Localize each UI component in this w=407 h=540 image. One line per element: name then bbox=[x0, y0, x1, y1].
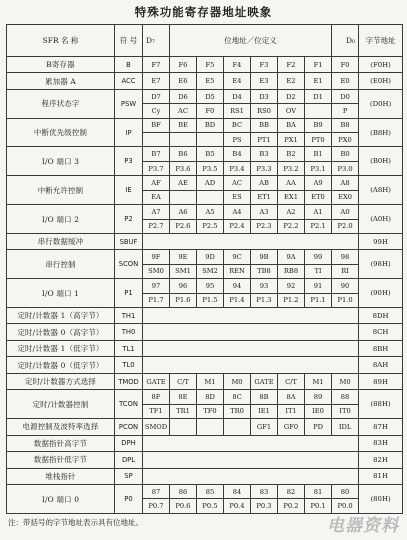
bit-definition: P1.5 bbox=[197, 293, 224, 307]
register-symbol: DPL bbox=[115, 452, 143, 468]
sfr-row bbox=[7, 390, 403, 404]
bit-definition: PT1 bbox=[251, 133, 278, 147]
bit-address: A3 bbox=[251, 205, 278, 219]
header-symbol: 符 号 bbox=[115, 25, 143, 57]
bit-definition: P2.0 bbox=[332, 219, 359, 233]
bit-address: B0 bbox=[332, 147, 359, 161]
bit-address: 8A bbox=[278, 390, 305, 404]
header-bit-range: 位地址／位定义 bbox=[170, 25, 332, 57]
bit-definition: P2.1 bbox=[305, 219, 332, 233]
bit-definition: P2.7 bbox=[143, 219, 170, 233]
register-name: 定时/计数器 0（高字节） bbox=[7, 324, 115, 340]
bit-definition: F0 bbox=[197, 104, 224, 118]
byte-address: (D0H) bbox=[359, 89, 403, 118]
byte-address: (F0H) bbox=[359, 56, 403, 72]
bit-address: D1 bbox=[305, 89, 332, 103]
bit-address: A2 bbox=[278, 205, 305, 219]
bit-definition: AC bbox=[170, 104, 197, 118]
bit-definition: P2.2 bbox=[278, 219, 305, 233]
bit-address: SMOD bbox=[143, 419, 170, 435]
bit-address: 88 bbox=[332, 390, 359, 404]
bit-definition: P1.2 bbox=[278, 293, 305, 307]
bit-address: 90 bbox=[332, 279, 359, 293]
bit-definition: TF0 bbox=[197, 404, 224, 418]
register-symbol: ACC bbox=[115, 73, 143, 89]
bit-address: 85 bbox=[197, 485, 224, 499]
bit-definition: P2.3 bbox=[251, 219, 278, 233]
bit-definition: P1.3 bbox=[251, 293, 278, 307]
bit-definition: EX1 bbox=[278, 190, 305, 204]
register-name: 中断允许控制 bbox=[7, 176, 115, 205]
sfr-row bbox=[7, 435, 403, 451]
bit-address: GATE bbox=[143, 373, 170, 389]
bit-address: A7 bbox=[143, 205, 170, 219]
sfr-row bbox=[7, 205, 403, 219]
bit-address: C/T bbox=[170, 373, 197, 389]
bit-definition: P0.5 bbox=[197, 499, 224, 514]
bit-address: 8D bbox=[197, 390, 224, 404]
bit-address: BF bbox=[143, 118, 170, 132]
bit-address: A9 bbox=[305, 176, 332, 190]
register-symbol: SP bbox=[115, 468, 143, 484]
register-symbol: TL0 bbox=[115, 357, 143, 373]
bit-address: E7 bbox=[143, 73, 170, 89]
bit-address: 87 bbox=[143, 485, 170, 499]
bit-address: F1 bbox=[305, 56, 332, 72]
byte-address: 8AH bbox=[359, 357, 403, 373]
bit-definition: P0.6 bbox=[170, 499, 197, 514]
bit-definition bbox=[170, 190, 197, 204]
bit-definition: PX0 bbox=[332, 133, 359, 147]
sfr-row bbox=[7, 324, 403, 340]
bit-definition: P0.4 bbox=[224, 499, 251, 514]
bit-address: M0 bbox=[224, 373, 251, 389]
bit-definition bbox=[197, 190, 224, 204]
bit-address: A6 bbox=[170, 205, 197, 219]
page-title: 特殊功能寄存器地址映象 bbox=[134, 5, 273, 19]
bit-address: M1 bbox=[197, 373, 224, 389]
sfr-row bbox=[7, 250, 403, 264]
bit-address: BC bbox=[224, 118, 251, 132]
byte-address: (90H) bbox=[359, 279, 403, 308]
bit-area-empty bbox=[143, 357, 359, 373]
byte-address: (80H) bbox=[359, 485, 403, 514]
bit-address: A5 bbox=[197, 205, 224, 219]
byte-address: (B0H) bbox=[359, 147, 403, 176]
bit-definition bbox=[143, 133, 170, 147]
bit-address: 84 bbox=[224, 485, 251, 499]
bit-address: PD bbox=[305, 419, 332, 435]
bit-address: F3 bbox=[251, 56, 278, 72]
bit-address: AA bbox=[278, 176, 305, 190]
bit-definition: P2.4 bbox=[224, 219, 251, 233]
bit-address: B9 bbox=[305, 118, 332, 132]
bit-definition: P3.1 bbox=[305, 161, 332, 175]
bit-address: A0 bbox=[332, 205, 359, 219]
bit-definition: EA bbox=[143, 190, 170, 204]
header-row bbox=[7, 25, 403, 57]
bit-definition: TR1 bbox=[170, 404, 197, 418]
bit-address: AC bbox=[224, 176, 251, 190]
bit-address: F6 bbox=[170, 56, 197, 72]
sfr-row bbox=[7, 340, 403, 356]
byte-address: 8BH bbox=[359, 340, 403, 356]
sfr-row bbox=[7, 56, 403, 72]
bit-definition: P1.1 bbox=[305, 293, 332, 307]
sfr-row bbox=[7, 176, 403, 190]
bit-address: A1 bbox=[305, 205, 332, 219]
sfr-row bbox=[7, 373, 403, 389]
sfr-row bbox=[7, 233, 403, 249]
bit-definition: TR0 bbox=[224, 404, 251, 418]
bit-definition: P3.6 bbox=[170, 161, 197, 175]
bit-address: D6 bbox=[170, 89, 197, 103]
byte-address: 83H bbox=[359, 435, 403, 451]
watermark-logo: 电器资料 bbox=[327, 516, 399, 536]
byte-address: (A0H) bbox=[359, 205, 403, 234]
bit-address: GF1 bbox=[251, 419, 278, 435]
bit-address: 92 bbox=[278, 279, 305, 293]
bit-address: B6 bbox=[170, 147, 197, 161]
bit-address: 8B bbox=[251, 390, 278, 404]
bit-definition: RS1 bbox=[224, 104, 251, 118]
bit-definition: PT0 bbox=[305, 133, 332, 147]
bit-address: B7 bbox=[143, 147, 170, 161]
bit-address: E0 bbox=[332, 73, 359, 89]
register-symbol: P1 bbox=[115, 279, 143, 308]
register-name: I/O 端口 2 bbox=[7, 205, 115, 234]
byte-address: 99H bbox=[359, 233, 403, 249]
bit-address: B1 bbox=[305, 147, 332, 161]
bit-definition: SM2 bbox=[197, 264, 224, 278]
header-name: SFR 名 称 bbox=[7, 25, 115, 57]
bit-definition: P3.7 bbox=[143, 161, 170, 175]
bit-definition: P3.3 bbox=[251, 161, 278, 175]
bit-definition: Cy bbox=[143, 104, 170, 118]
register-name: 定时/计数器 1（高字节） bbox=[7, 308, 115, 324]
bit-definition: IE1 bbox=[251, 404, 278, 418]
bit-definition: EX0 bbox=[332, 190, 359, 204]
sfr-row bbox=[7, 279, 403, 293]
bit-address: 8F bbox=[143, 390, 170, 404]
sfr-row bbox=[7, 452, 403, 468]
bit-address: F5 bbox=[197, 56, 224, 72]
bit-definition: P0.2 bbox=[278, 499, 305, 514]
bit-area-empty bbox=[143, 308, 359, 324]
bit-definition: TF1 bbox=[143, 404, 170, 418]
bit-address: AE bbox=[170, 176, 197, 190]
bit-address: B4 bbox=[224, 147, 251, 161]
register-symbol: TH1 bbox=[115, 308, 143, 324]
bit-address: M0 bbox=[332, 373, 359, 389]
bit-definition: P3.4 bbox=[224, 161, 251, 175]
header-byte-address: 字节地址 bbox=[359, 25, 403, 57]
bit-area-empty bbox=[143, 324, 359, 340]
bit-address: 9E bbox=[170, 250, 197, 264]
register-symbol: IE bbox=[115, 176, 143, 205]
bit-definition: P3.2 bbox=[278, 161, 305, 175]
bit-definition: IT1 bbox=[278, 404, 305, 418]
bit-address: E4 bbox=[224, 73, 251, 89]
register-name: 定时/计数器控制 bbox=[7, 390, 115, 419]
bit-address: D7 bbox=[143, 89, 170, 103]
bit-address: 91 bbox=[305, 279, 332, 293]
bit-definition: PX1 bbox=[278, 133, 305, 147]
bit-definition: P2.5 bbox=[197, 219, 224, 233]
bit-definition bbox=[305, 104, 332, 118]
sfr-row bbox=[7, 147, 403, 161]
bit-definition bbox=[170, 133, 197, 147]
register-symbol: TL1 bbox=[115, 340, 143, 356]
bit-definition: P0.1 bbox=[305, 499, 332, 514]
bit-definition: REN bbox=[224, 264, 251, 278]
register-symbol: SBUF bbox=[115, 233, 143, 249]
register-symbol: TMOD bbox=[115, 373, 143, 389]
bit-address: AB bbox=[251, 176, 278, 190]
bit-definition: IE0 bbox=[305, 404, 332, 418]
sfr-row bbox=[7, 485, 403, 499]
bit-definition: P1.0 bbox=[332, 293, 359, 307]
bit-address: BD bbox=[197, 118, 224, 132]
footnote: 注：带括号的字节地址表示具有位地址。 bbox=[8, 518, 143, 527]
bit-address bbox=[197, 419, 224, 435]
bit-address: 8E bbox=[170, 390, 197, 404]
bit-definition: P bbox=[332, 104, 359, 118]
bit-address: 9F bbox=[143, 250, 170, 264]
register-name: I/O 端口 0 bbox=[7, 485, 115, 514]
register-symbol: P2 bbox=[115, 205, 143, 234]
sfr-row bbox=[7, 308, 403, 324]
bit-definition: TB8 bbox=[251, 264, 278, 278]
bit-address: 9A bbox=[278, 250, 305, 264]
bit-address: 82 bbox=[278, 485, 305, 499]
bit-address: 99 bbox=[305, 250, 332, 264]
bit-definition: RS0 bbox=[251, 104, 278, 118]
byte-address: (98H) bbox=[359, 250, 403, 279]
bit-address bbox=[170, 419, 197, 435]
byte-address: (B8H) bbox=[359, 118, 403, 147]
register-name: 串行控制 bbox=[7, 250, 115, 279]
bit-definition: P3.5 bbox=[197, 161, 224, 175]
bit-address: 9C bbox=[224, 250, 251, 264]
register-symbol: TCON bbox=[115, 390, 143, 419]
bit-address: D2 bbox=[278, 89, 305, 103]
bit-address: C/T bbox=[278, 373, 305, 389]
byte-address: (E0H) bbox=[359, 73, 403, 89]
byte-address: 81H bbox=[359, 468, 403, 484]
bit-address: 80 bbox=[332, 485, 359, 499]
bit-address: F7 bbox=[143, 56, 170, 72]
register-name: 数据指针低字节 bbox=[7, 452, 115, 468]
bit-address: B8 bbox=[332, 118, 359, 132]
register-symbol: SCON bbox=[115, 250, 143, 279]
bit-definition bbox=[197, 133, 224, 147]
bit-definition: ET0 bbox=[305, 190, 332, 204]
bit-definition: SM0 bbox=[143, 264, 170, 278]
bit-address: 9D bbox=[197, 250, 224, 264]
sfr-row bbox=[7, 89, 403, 103]
bit-address: BA bbox=[278, 118, 305, 132]
sfr-row bbox=[7, 118, 403, 132]
sfr-row bbox=[7, 73, 403, 89]
bit-definition: ET1 bbox=[251, 190, 278, 204]
bit-address: F4 bbox=[224, 56, 251, 72]
sfr-address-map-table bbox=[6, 24, 403, 514]
bit-address: D4 bbox=[224, 89, 251, 103]
bit-area-empty bbox=[143, 468, 359, 484]
byte-address: 82H bbox=[359, 452, 403, 468]
bit-address: AF bbox=[143, 176, 170, 190]
bit-address: 8C bbox=[224, 390, 251, 404]
bit-definition: RB8 bbox=[278, 264, 305, 278]
register-name: 串行数据缓冲 bbox=[7, 233, 115, 249]
bit-address: F2 bbox=[278, 56, 305, 72]
register-symbol: DPH bbox=[115, 435, 143, 451]
bit-address: B2 bbox=[278, 147, 305, 161]
register-name: 电源控制及波特率选择 bbox=[7, 419, 115, 435]
bit-address: GATE bbox=[251, 373, 278, 389]
bit-definition: IT0 bbox=[332, 404, 359, 418]
bit-definition: P3.0 bbox=[332, 161, 359, 175]
sfr-row bbox=[7, 419, 403, 435]
register-symbol: P0 bbox=[115, 485, 143, 514]
register-symbol: B bbox=[115, 56, 143, 72]
bit-address: 96 bbox=[170, 279, 197, 293]
bit-address: D3 bbox=[251, 89, 278, 103]
bit-definition: P1.6 bbox=[170, 293, 197, 307]
register-name: 定时/计数器 1（低字节） bbox=[7, 340, 115, 356]
bit-address: A4 bbox=[224, 205, 251, 219]
bit-area-empty bbox=[143, 340, 359, 356]
bit-definition: SM1 bbox=[170, 264, 197, 278]
bit-definition: P0.3 bbox=[251, 499, 278, 514]
bit-address: 94 bbox=[224, 279, 251, 293]
header-d0: D₀ bbox=[332, 25, 359, 57]
bit-definition: OV bbox=[278, 104, 305, 118]
bit-address: 89 bbox=[305, 390, 332, 404]
bit-definition: P1.7 bbox=[143, 293, 170, 307]
byte-address: (A8H) bbox=[359, 176, 403, 205]
byte-address: 8CH bbox=[359, 324, 403, 340]
bit-address: E5 bbox=[197, 73, 224, 89]
register-symbol: IP bbox=[115, 118, 143, 147]
bit-address: BB bbox=[251, 118, 278, 132]
byte-address: 89H bbox=[359, 373, 403, 389]
bit-address: D5 bbox=[197, 89, 224, 103]
bit-address: E3 bbox=[251, 73, 278, 89]
register-name: 定时/计数器方式选择 bbox=[7, 373, 115, 389]
bit-definition: ES bbox=[224, 190, 251, 204]
bit-address: GF0 bbox=[278, 419, 305, 435]
register-name: 中断优先级控制 bbox=[7, 118, 115, 147]
register-symbol: PSW bbox=[115, 89, 143, 118]
byte-address: 8DH bbox=[359, 308, 403, 324]
bit-address: B5 bbox=[197, 147, 224, 161]
register-name: 数据指针高字节 bbox=[7, 435, 115, 451]
byte-address: 87H bbox=[359, 419, 403, 435]
bit-address: BE bbox=[170, 118, 197, 132]
bit-address: B3 bbox=[251, 147, 278, 161]
sfr-row bbox=[7, 357, 403, 373]
bit-address: 98 bbox=[332, 250, 359, 264]
bit-address: 97 bbox=[143, 279, 170, 293]
bit-address: E1 bbox=[305, 73, 332, 89]
bit-address: 93 bbox=[251, 279, 278, 293]
bit-address: E6 bbox=[170, 73, 197, 89]
register-name: B寄存器 bbox=[7, 56, 115, 72]
bit-definition: PS bbox=[224, 133, 251, 147]
bit-address: 86 bbox=[170, 485, 197, 499]
bit-definition: P0.7 bbox=[143, 499, 170, 514]
register-symbol: PCON bbox=[115, 419, 143, 435]
bit-address: A8 bbox=[332, 176, 359, 190]
header-d7: D₇ bbox=[143, 25, 170, 57]
bit-definition: RI bbox=[332, 264, 359, 278]
byte-address: (88H) bbox=[359, 390, 403, 419]
register-name: 堆栈指针 bbox=[7, 468, 115, 484]
bit-address: 9B bbox=[251, 250, 278, 264]
register-name: I/O 端口 3 bbox=[7, 147, 115, 176]
bit-address bbox=[224, 419, 251, 435]
bit-definition: P0.0 bbox=[332, 499, 359, 514]
bit-address: D0 bbox=[332, 89, 359, 103]
bit-address: IDL bbox=[332, 419, 359, 435]
bit-address: 95 bbox=[197, 279, 224, 293]
bit-address: F0 bbox=[332, 56, 359, 72]
bit-area-empty bbox=[143, 233, 359, 249]
bit-address: 81 bbox=[305, 485, 332, 499]
bit-area-empty bbox=[143, 452, 359, 468]
bit-address: 83 bbox=[251, 485, 278, 499]
register-symbol: P3 bbox=[115, 147, 143, 176]
register-name: 累加器 A bbox=[7, 73, 115, 89]
bit-address: M1 bbox=[305, 373, 332, 389]
bit-definition: P1.4 bbox=[224, 293, 251, 307]
bit-address: E2 bbox=[278, 73, 305, 89]
bit-definition: TI bbox=[305, 264, 332, 278]
register-symbol: TH0 bbox=[115, 324, 143, 340]
bit-area-empty bbox=[143, 435, 359, 451]
bit-definition: P2.6 bbox=[170, 219, 197, 233]
bit-address: AD bbox=[197, 176, 224, 190]
register-name: 程序状态字 bbox=[7, 89, 115, 118]
register-name: 定时/计数器 0（低字节） bbox=[7, 357, 115, 373]
register-name: I/O 端口 1 bbox=[7, 279, 115, 308]
sfr-row bbox=[7, 468, 403, 484]
